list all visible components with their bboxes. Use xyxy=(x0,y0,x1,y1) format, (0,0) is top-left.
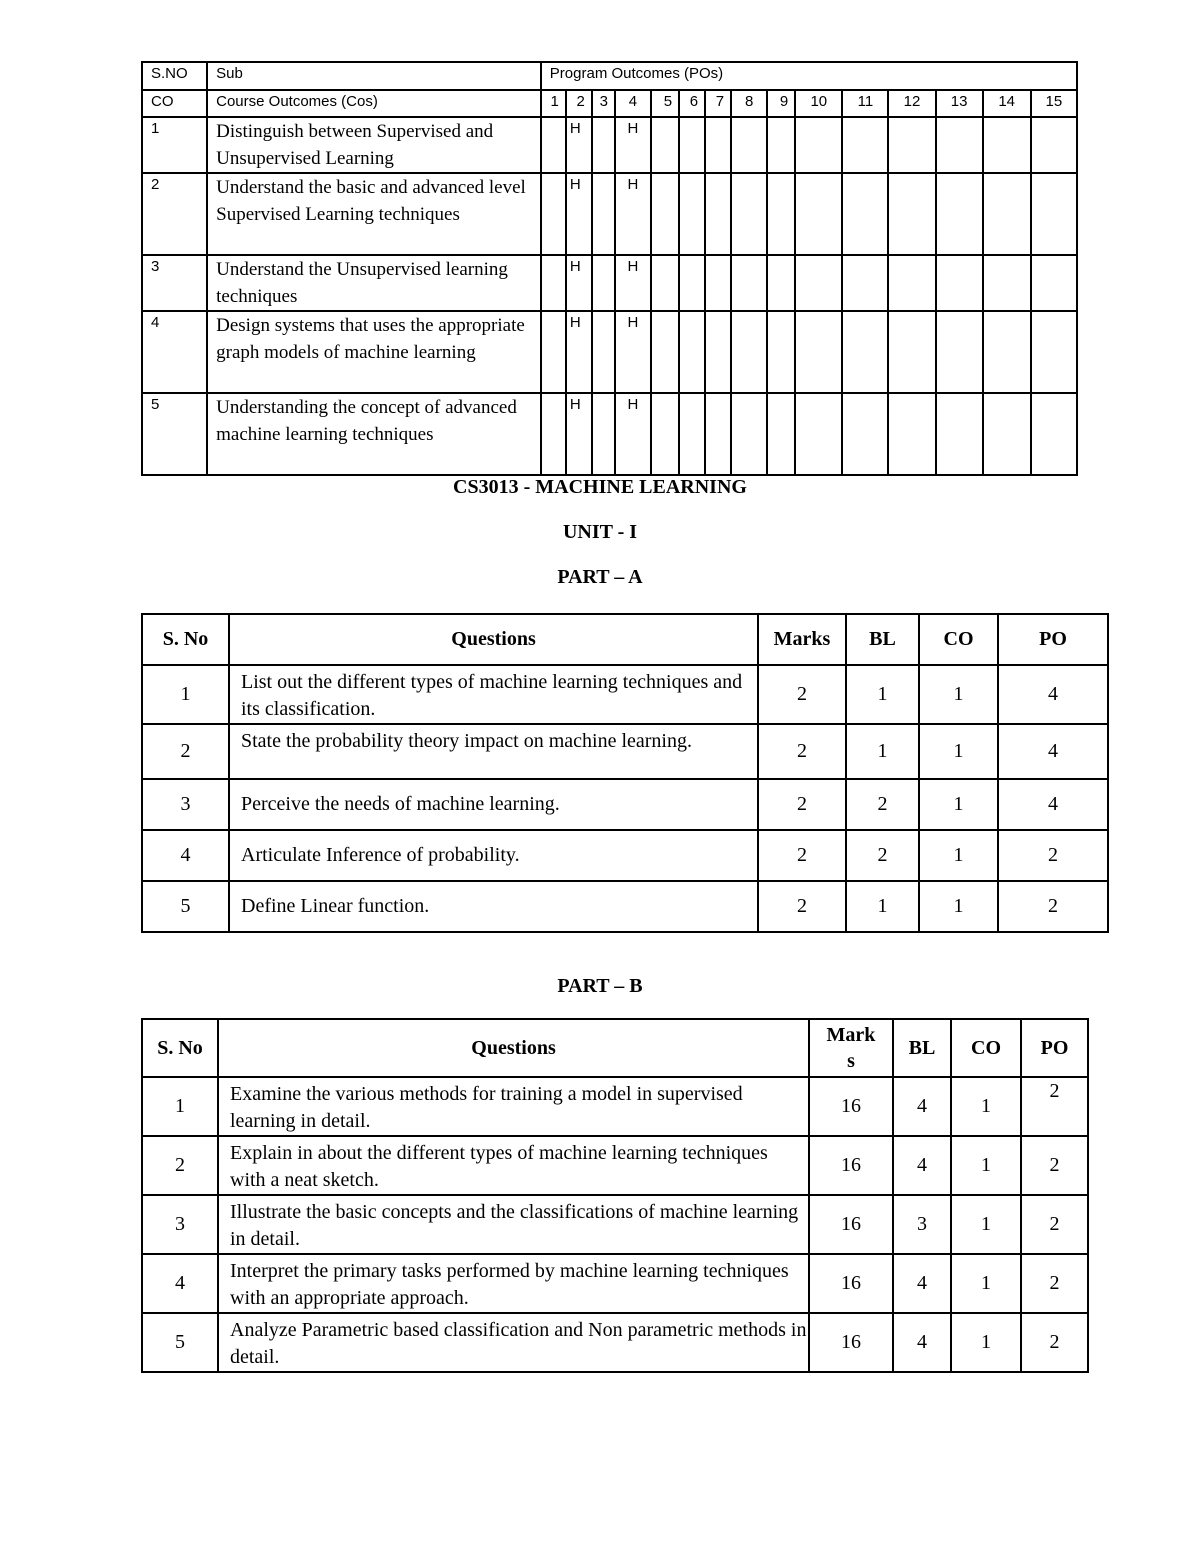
co-number: 1 xyxy=(142,117,207,173)
bl-column-header: BL xyxy=(846,614,919,665)
co-table-header-row-1 xyxy=(142,62,1077,90)
question-bl: 4 xyxy=(893,1254,951,1313)
po4-level: H xyxy=(615,173,651,255)
question-po: 2 xyxy=(1021,1254,1088,1313)
question-text: Define Linear function. xyxy=(229,881,758,932)
marks-header-line-2: s xyxy=(847,1050,855,1072)
po-column-header: PO xyxy=(998,614,1108,665)
po-number: 4 xyxy=(615,90,651,117)
sno-column-header: S. No xyxy=(142,1019,218,1077)
question-bl: 4 xyxy=(893,1077,951,1136)
co-row xyxy=(142,117,1077,173)
co-po-mapping-table xyxy=(141,61,1078,476)
po2-level: H xyxy=(566,255,592,311)
question-number: 4 xyxy=(142,830,229,881)
question-bl: 4 xyxy=(893,1136,951,1195)
co-number: 4 xyxy=(142,311,207,393)
question-po: 2 xyxy=(1021,1313,1088,1372)
po4-level: H xyxy=(615,393,651,475)
marks-column-header: Marks xyxy=(758,614,846,665)
question-text: Interpret the primary tasks performed by machine learning techniques with an appropriate approach. xyxy=(218,1254,809,1313)
part-a-table xyxy=(141,613,1109,933)
co-row xyxy=(142,311,1077,393)
question-po: 2 xyxy=(1021,1195,1088,1254)
question-bl: 3 xyxy=(893,1195,951,1254)
question-po: 2 xyxy=(1021,1136,1088,1195)
question-po: 2 xyxy=(998,881,1108,932)
part-a-heading: PART – A xyxy=(557,566,643,588)
sno-header: S.NO xyxy=(142,62,207,90)
po2-level: H xyxy=(566,173,592,255)
question-number: 5 xyxy=(142,881,229,932)
part-b-heading: PART – B xyxy=(557,975,643,997)
co-column-header: CO xyxy=(919,614,998,665)
po-number: 8 xyxy=(731,90,767,117)
question-number: 3 xyxy=(142,1195,218,1254)
question-marks: 2 xyxy=(758,665,846,724)
co-description: Understand the basic and advanced level Supervised Learning techniques xyxy=(207,173,541,255)
po-number: 15 xyxy=(1031,90,1077,117)
question-co: 1 xyxy=(951,1313,1021,1372)
po2-level: H xyxy=(566,117,592,173)
question-co: 1 xyxy=(951,1077,1021,1136)
co-description: Distinguish between Supervised and Unsupervised Learning xyxy=(207,117,541,173)
po-number: 6 xyxy=(679,90,705,117)
question-text: List out the different types of machine learning techniques and its classification. xyxy=(229,665,758,724)
table-row xyxy=(142,665,1108,724)
question-co: 1 xyxy=(919,881,998,932)
po-number: 13 xyxy=(936,90,983,117)
table-row xyxy=(142,830,1108,881)
program-outcomes-header: Program Outcomes (POs) xyxy=(541,62,1077,90)
question-marks: 2 xyxy=(758,881,846,932)
question-po: 4 xyxy=(998,724,1108,779)
po2-level: H xyxy=(566,393,592,475)
question-marks: 2 xyxy=(758,724,846,779)
po-number: 2 xyxy=(566,90,592,117)
po-number: 12 xyxy=(888,90,935,117)
table-row xyxy=(142,1254,1088,1313)
table-row xyxy=(142,1136,1088,1195)
table-row xyxy=(142,881,1108,932)
sno-column-header: S. No xyxy=(142,614,229,665)
question-marks: 16 xyxy=(809,1195,893,1254)
question-text: Analyze Parametric based classification and Non parametric methods in detail. xyxy=(218,1313,809,1372)
co-row xyxy=(142,393,1077,475)
po-column-header: PO xyxy=(1021,1019,1088,1077)
co-number: 5 xyxy=(142,393,207,475)
question-marks: 16 xyxy=(809,1136,893,1195)
question-po: 2 xyxy=(1021,1077,1088,1136)
po-number: 10 xyxy=(795,90,842,117)
unit-heading: UNIT - I xyxy=(562,521,638,543)
questions-column-header: Questions xyxy=(218,1019,809,1077)
co-row xyxy=(142,255,1077,311)
table-row xyxy=(142,724,1108,779)
po-number: 5 xyxy=(651,90,679,117)
po-number: 3 xyxy=(592,90,615,117)
co-description: Understand the Unsupervised learning techniques xyxy=(207,255,541,311)
co-column-header: CO xyxy=(951,1019,1021,1077)
question-bl: 2 xyxy=(846,779,919,830)
marks-header-line-1: Mark xyxy=(826,1024,876,1046)
question-co: 1 xyxy=(919,779,998,830)
po-number: 1 xyxy=(541,90,566,117)
bl-column-header: BL xyxy=(893,1019,951,1077)
po-number: 14 xyxy=(983,90,1031,117)
questions-column-header: Questions xyxy=(229,614,758,665)
po4-level: H xyxy=(615,255,651,311)
co-description: Design systems that uses the appropriate graph models of machine learning xyxy=(207,311,541,393)
question-marks: 16 xyxy=(809,1254,893,1313)
table-row xyxy=(142,1195,1088,1254)
po4-level: H xyxy=(615,311,651,393)
question-number: 5 xyxy=(142,1313,218,1372)
po-number: 9 xyxy=(767,90,795,117)
question-bl: 1 xyxy=(846,724,919,779)
question-number: 1 xyxy=(142,665,229,724)
question-marks: 2 xyxy=(758,830,846,881)
question-po: 2 xyxy=(998,830,1108,881)
po-number: 11 xyxy=(842,90,888,117)
question-co: 1 xyxy=(951,1136,1021,1195)
question-text: Illustrate the basic concepts and the classifications of machine learning in detail. xyxy=(218,1195,809,1254)
po4-level: H xyxy=(615,117,651,173)
table-row xyxy=(142,1077,1088,1136)
co-number: 2 xyxy=(142,173,207,255)
course-outcomes-header: Course Outcomes (Cos) xyxy=(207,90,541,117)
question-number: 2 xyxy=(142,1136,218,1195)
po2-level: H xyxy=(566,311,592,393)
question-bl: 4 xyxy=(893,1313,951,1372)
question-marks: 16 xyxy=(809,1077,893,1136)
co-row xyxy=(142,173,1077,255)
question-po: 4 xyxy=(998,779,1108,830)
sub-header: Sub xyxy=(207,62,541,90)
table-row xyxy=(142,779,1108,830)
question-co: 1 xyxy=(919,724,998,779)
po-number: 7 xyxy=(705,90,731,117)
question-text: State the probability theory impact on machine learning. xyxy=(229,724,758,779)
co-description: Understanding the concept of advanced machine learning techniques xyxy=(207,393,541,475)
question-text: Explain in about the different types of machine learning techniques with a neat sketch. xyxy=(218,1136,809,1195)
part-a-header-row xyxy=(142,614,1108,665)
marks-column-header xyxy=(809,1019,893,1077)
question-text: Examine the various methods for training a model in supervised learning in detail. xyxy=(218,1077,809,1136)
question-number: 1 xyxy=(142,1077,218,1136)
question-text: Perceive the needs of machine learning. xyxy=(229,779,758,830)
question-text: Articulate Inference of probability. xyxy=(229,830,758,881)
part-b-header-row xyxy=(142,1019,1088,1077)
question-marks: 16 xyxy=(809,1313,893,1372)
part-b-table xyxy=(141,1018,1089,1373)
question-po: 4 xyxy=(998,665,1108,724)
co-header: CO xyxy=(142,90,207,117)
co-table-header-row-2 xyxy=(142,90,1077,117)
question-number: 4 xyxy=(142,1254,218,1313)
question-bl: 2 xyxy=(846,830,919,881)
question-co: 1 xyxy=(919,830,998,881)
co-number: 3 xyxy=(142,255,207,311)
question-co: 1 xyxy=(951,1254,1021,1313)
question-co: 1 xyxy=(951,1195,1021,1254)
question-co: 1 xyxy=(919,665,998,724)
course-title: CS3013 - MACHINE LEARNING xyxy=(453,476,747,498)
question-number: 2 xyxy=(142,724,229,779)
question-bl: 1 xyxy=(846,665,919,724)
question-bl: 1 xyxy=(846,881,919,932)
question-number: 3 xyxy=(142,779,229,830)
question-marks: 2 xyxy=(758,779,846,830)
table-row xyxy=(142,1313,1088,1372)
